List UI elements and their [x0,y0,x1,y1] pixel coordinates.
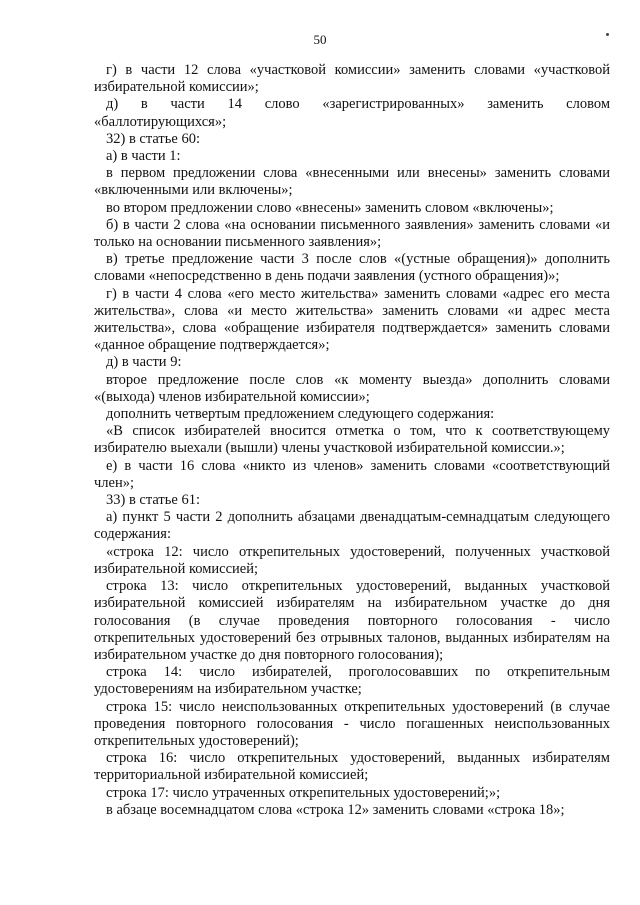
page-number: 50 [313,32,327,47]
paragraph: д) в части 9: [106,354,182,371]
paragraph: «В список избирателей вносится отметка о том, что к соответствующему избирателю выехали (вышли) члены участковой избирательной комиссии.»; [94,423,610,457]
paragraph: дополнить четвертым предложением следующего содержания: [106,406,495,423]
paragraph: «строка 12: число открепительных удостоверений, полученных участковой избирательной комиссией; [94,543,610,577]
paragraph: е) в части 16 слова «никто из членов» заменить словами «соответствующий член»; [94,457,610,491]
paragraph: в абзаце восемнадцатом слова «строка 12» заменить словами «строка 18»; [106,801,565,818]
paragraph: строка 15: число неиспользованных открепительных удостоверений (в случае проведения повторного голосования - число погашенных неиспользованных открепительных удостоверений); [94,698,610,749]
paragraph: а) в части 1: [106,148,181,165]
paragraph: строка 16: число открепительных удостоверений, выданных избирателям территориальной избирательной комиссией; [94,750,610,784]
paragraph: д) в части 14 слово «зарегистрированных» заменить словом «баллотирующихся»; [94,96,610,130]
paragraph: 32) в статье 60: [106,130,200,147]
paragraph: во втором предложении слово «внесены» заменить словом «включены»; [106,199,554,216]
paragraph: строка 14: число избирателей, проголосовавших по открепительным удостоверениям на избирательном участке; [94,664,610,698]
paragraph: в) третье предложение части 3 после слов «(устные обращения)» дополнить словами «непосредственно в день подачи заявления (устного обращения)»; [94,251,610,285]
paragraph: 33) в статье 61: [106,492,200,509]
paragraph: строка 13: число открепительных удостоверений, выданных участковой избирательной комиссией избирателям на избирательном участке до дня голосования (в случае проведения повторного голосования - число открепительных удостоверений без отрывных талонов, выданных избирателям на избирательном участке до дня повторного голосования); [94,578,610,663]
scan-speck [606,33,609,36]
paragraph: а) пункт 5 части 2 дополнить абзацами двенадцатым-семнадцатым следующего содержания: [94,509,610,543]
document-body [94,62,610,819]
paragraph: б) в части 2 слова «на основании письменного заявления» заменить словами «и только на основании письменного заявления»; [94,216,610,251]
paragraph: г) в части 12 слова «участковой комиссии» заменить словами «участковой избирательной комиссии»; [94,62,610,96]
paragraph: г) в части 4 слова «его место жительства» заменить словами «адрес его места жительства», слова «и место жительства» заменить словами «и адрес места жительства», слова «обращение избирателя подтверждается» заменить словами «данное обращение подтверждается»; [94,285,610,354]
paragraph: строка 17: число утраченных открепительных удостоверений;»; [106,784,501,801]
paragraph: в первом предложении слова «внесенными или внесены» заменить словами «включенными или включены»; [94,165,610,199]
paragraph: второе предложение после слов «к моменту выезда» дополнить словами «(выхода) членов избирательной комиссии»; [94,371,610,405]
